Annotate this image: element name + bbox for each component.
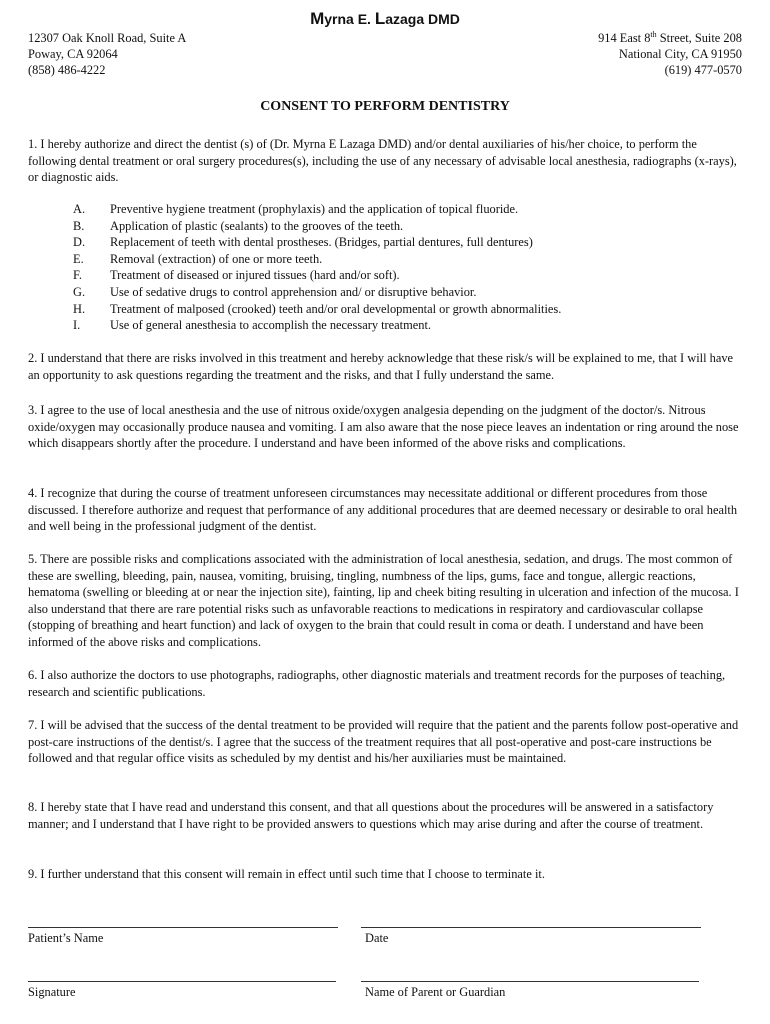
left-address-line1: 12307 Oak Knoll Road, Suite A <box>28 31 187 45</box>
date-line[interactable] <box>361 927 701 928</box>
paragraph-1: 1. I hereby authorize and direct the dentist (s) of (Dr. Myrna E Lazaga DMD) and/or dental auxiliaries of his/her choice, to perform the following dental treatment or oral surgery procedures(s), including the use of any necessary of advisable local anesthesia, radiographs (x-rays), or diagnostic aids. <box>28 137 737 184</box>
paragraph-9: 9. I further understand that this consent will remain in effect until such time that I choose to terminate it. <box>28 867 545 881</box>
treatment-letter: E. <box>73 251 84 266</box>
practice-name <box>0 9 770 29</box>
treatment-item <box>28 267 744 284</box>
patient-name-line[interactable] <box>28 927 338 928</box>
treatment-letter: B. <box>73 218 85 233</box>
treatment-list <box>28 201 744 334</box>
left-address-line2: Poway, CA 92064 <box>28 47 118 61</box>
name-last-initial: L <box>374 9 386 28</box>
treatment-letter: H. <box>73 301 86 316</box>
left-office-phone: (858) 486-4222 <box>28 63 106 77</box>
paragraph-4: 4. I recognize that during the course of treatment unforeseen circumstances may necessitate additional or different procedures from those discussed. I therefore authorize and request that performance of any additional procedures that are deemed necessary or desirable to oral health and well being in the professional judgment of the dentist. <box>28 486 738 533</box>
treatment-text: Application of plastic (sealants) to the grooves of the teeth. <box>110 218 404 233</box>
treatment-text: Replacement of teeth with dental prostheses. (Bridges, partial dentures, full dentures) <box>110 235 533 250</box>
paragraph-3: 3. I agree to the use of local anesthesia and the use of nitrous oxide/oxygen analgesia depending on the judgment of the doctor/s. Nitrous oxide/oxygen may occasionally produce nausea and vomiting. I am also aware that the nose piece leaves an indentation or ring around the nose which disappears shortly after the procedure. I understand and have been informed of the above risks and complications. <box>28 403 739 450</box>
treatment-item <box>28 218 744 235</box>
paragraph-5: 5. There are possible risks and complications associated with the administration of local anesthesia, sedation, and drugs. The most common of these are swelling, bleeding, pain, nausea, vomiting, bruising, tingling, numbness of the lips, gums, face and tongue, allergic reactions, hematoma (swelling or bleeding at or near the injection site), fainting, lip and cheek biting resulting in ulceration and infection of the mucosa. I also understand that there are rare potential risks such as unfavorable reactions to medications in respiratory and cardiovascular collapse (stopping of breathing and heart function) and lack of oxygen to the brain that could result in coma or death. I understand and have been informed of the above risks and complications. <box>28 552 739 649</box>
guardian-name-label: Name of Parent or Guardian <box>365 985 506 999</box>
treatment-item <box>28 201 744 218</box>
name-first-initial: M <box>310 9 325 28</box>
right-address-line2: National City, CA 91950 <box>618 47 742 61</box>
right-office-phone: (619) 477-0570 <box>664 63 742 77</box>
name-last-rest: azaga DMD <box>385 11 460 27</box>
treatment-text: Treatment of malposed (crooked) teeth and/or oral developmental or growth abnormalities. <box>110 301 562 316</box>
paragraph-7: 7. I will be advised that the success of the dental treatment to be provided will require that the patient and the parents follow post-operative and post-care instructions of the dentist/s. I agree that the success of the treatment requires that all post-operative and post-care instructions be followed and that regular office visits as scheduled by my dentist and his/her auxiliaries must be maintained. <box>28 718 739 765</box>
treatment-text: Removal (extraction) of one or more teeth. <box>110 251 323 266</box>
paragraph-6: 6. I also authorize the doctors to use photographs, radiographs, other diagnostic materials and treatment records for the purposes of teaching, research and scientific publications. <box>28 668 726 699</box>
treatment-text: Preventive hygiene treatment (prophylaxis) and the application of topical fluoride. <box>110 202 519 216</box>
guardian-name-line[interactable] <box>361 981 699 982</box>
left-office-address <box>28 30 186 78</box>
paragraph-8: 8. I hereby state that I have read and understand this consent, and that all questions about the procedures will be answered in a satisfactory manner; and I understand that I have right to be provided answers to questions which may arise during and after the course of treatment. <box>28 800 714 831</box>
right-office-address <box>598 30 742 78</box>
treatment-item <box>28 251 744 268</box>
treatment-text: Use of general anesthesia to accomplish the necessary treatment. <box>110 318 431 333</box>
treatment-item <box>28 284 744 301</box>
right-address-line1 <box>598 30 742 46</box>
treatment-letter: F. <box>73 268 82 283</box>
date-label: Date <box>365 931 389 945</box>
treatment-item <box>28 234 744 251</box>
name-first-rest: yrna E. <box>324 11 375 27</box>
treatment-text: Use of sedative drugs to control apprehension and/ or disruptive behavior. <box>110 284 477 299</box>
treatment-letter: D. <box>73 235 86 250</box>
treatment-letter: G. <box>73 284 86 299</box>
treatment-item <box>28 317 744 334</box>
signature-line[interactable] <box>28 981 336 982</box>
treatment-text: Treatment of diseased or injured tissues (hard and/or soft). <box>110 268 400 283</box>
treatment-letter: A. <box>73 202 86 216</box>
document-title: CONSENT TO PERFORM DENTISTRY <box>260 99 510 114</box>
signature-label: Signature <box>28 985 76 999</box>
right-address-street: 914 East 8 <box>598 31 651 45</box>
right-address-suite: Street, Suite 208 <box>656 31 742 45</box>
treatment-item <box>28 301 744 318</box>
treatment-letter: I. <box>73 318 81 333</box>
paragraph-2: 2. I understand that there are risks involved in this treatment and hereby acknowledge that these risk/s will be explained to me, that I will have an opportunity to ask questions regarding the treatment and the risks, and that I fully understand the same. <box>28 351 734 382</box>
ordinal-suffix: th <box>650 29 657 39</box>
patient-name-label: Patient’s Name <box>28 931 104 945</box>
